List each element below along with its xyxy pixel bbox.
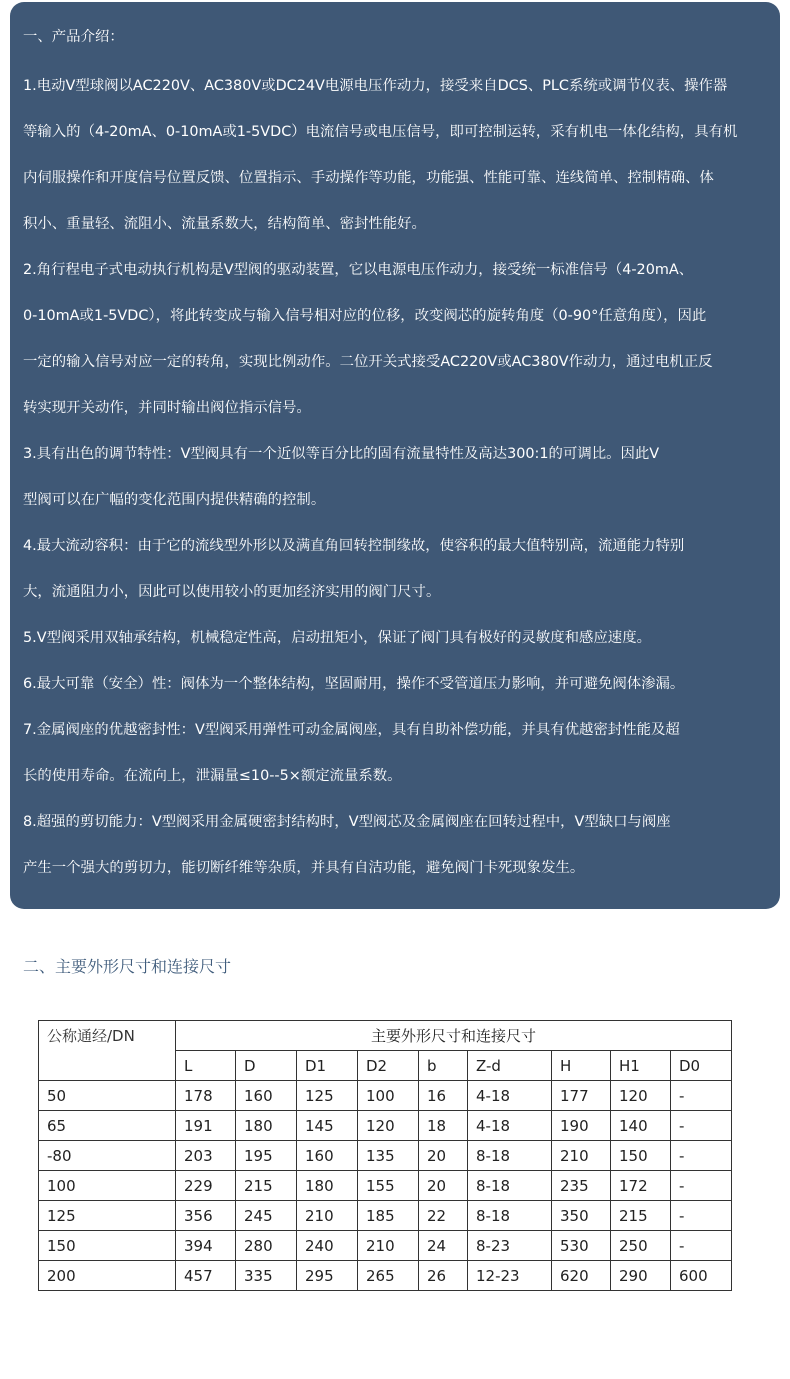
table-cell: 50 — [39, 1081, 176, 1111]
intro-line-12: 大，流通阻力小，因此可以使用较小的更加经济实用的阀门尺寸。 — [23, 584, 441, 600]
table-cell: 210 — [552, 1141, 611, 1171]
group-header-cell: 主要外形尺寸和连接尺寸 — [176, 1021, 732, 1051]
table-cell: 335 — [236, 1261, 297, 1291]
table-row — [39, 1201, 732, 1231]
table-cell: - — [671, 1081, 732, 1111]
table-cell: 280 — [236, 1231, 297, 1261]
table-cell: 180 — [236, 1111, 297, 1141]
table-row — [39, 1171, 732, 1201]
intro-line-18: 产生一个强大的剪切力，能切断纤维等杂质，并具有自洁功能，避免阀门卡死现象发生。 — [23, 860, 585, 876]
column-header: D0 — [671, 1051, 732, 1081]
table-cell: 8-18 — [468, 1201, 552, 1231]
table-cell: -80 — [39, 1141, 176, 1171]
table-cell: 140 — [611, 1111, 671, 1141]
table-cell: 160 — [236, 1081, 297, 1111]
dn-header-cell: 公称通经/DN — [39, 1021, 176, 1081]
intro-line-2: 等输入的（4-20mA、0-10mA或1-5VDC）电流信号或电压信号，即可控制运转，采有机电一体化结构，具有机 — [23, 124, 738, 140]
table-header-row-1 — [39, 1021, 732, 1051]
table-cell: 245 — [236, 1201, 297, 1231]
table-cell: 22 — [419, 1201, 468, 1231]
table-cell: 8-18 — [468, 1171, 552, 1201]
table-cell: 191 — [176, 1111, 236, 1141]
table-cell: - — [671, 1171, 732, 1201]
intro-line-3: 内伺服操作和开度信号位置反馈、位置指示、手动操作等功能，功能强、性能可靠、连线简单、控制精确、体 — [23, 170, 714, 186]
table-cell: 215 — [236, 1171, 297, 1201]
intro-line-6: 0-10mA或1-5VDC），将此转变成与输入信号相对应的位移，改变阀芯的旋转角度（0-90°任意角度），因此 — [23, 308, 707, 324]
intro-line-9: 3.具有出色的调节特性：V型阀具有一个近似等百分比的固有流量特性及高达300:1的可调比。因此V — [23, 446, 660, 462]
intro-line-15: 7.金属阀座的优越密封性：V型阀采用弹性可动金属阀座，具有自助补偿功能，并具有优越密封性能及超 — [23, 722, 680, 738]
intro-line-7: 一定的输入信号对应一定的转角，实现比例动作。二位开关式接受AC220V或AC380V作动力，通过电机正反 — [23, 354, 713, 370]
table-cell: 20 — [419, 1141, 468, 1171]
table-cell: 250 — [611, 1231, 671, 1261]
table-cell: 210 — [297, 1201, 358, 1231]
table-cell: 135 — [358, 1141, 419, 1171]
table-cell: 100 — [39, 1171, 176, 1201]
table-row — [39, 1081, 732, 1111]
table-cell: 290 — [611, 1261, 671, 1291]
table-cell: 172 — [611, 1171, 671, 1201]
intro-line-10: 型阀可以在广幅的变化范围内提供精确的控制。 — [23, 492, 326, 508]
table-cell: 200 — [39, 1261, 176, 1291]
column-header: D — [236, 1051, 297, 1081]
table-cell: 4-18 — [468, 1111, 552, 1141]
table-row — [39, 1141, 732, 1171]
intro-line-4: 积小、重量轻、流阻小、流量系数大，结构简单、密封性能好。 — [23, 216, 426, 232]
table-row — [39, 1231, 732, 1261]
column-header: L — [176, 1051, 236, 1081]
table-cell: 600 — [671, 1261, 732, 1291]
table-cell: 177 — [552, 1081, 611, 1111]
table-cell: 295 — [297, 1261, 358, 1291]
table-row — [39, 1261, 732, 1291]
column-header: b — [419, 1051, 468, 1081]
table-cell: 18 — [419, 1111, 468, 1141]
table-cell: 4-18 — [468, 1081, 552, 1111]
table-cell: 16 — [419, 1081, 468, 1111]
table-cell: 195 — [236, 1141, 297, 1171]
table-cell: 24 — [419, 1231, 468, 1261]
intro-title: 一、产品介绍： — [23, 29, 124, 45]
intro-line-8: 转实现开关动作，并同时输出阀位指示信号。 — [23, 400, 311, 416]
intro-line-14: 6.最大可靠（安全）性：阀体为一个整体结构，坚固耐用，操作不受管道压力影响，并可避免阀体渗漏。 — [23, 676, 685, 692]
table-cell: 65 — [39, 1111, 176, 1141]
table-cell: 100 — [358, 1081, 419, 1111]
table-cell: 210 — [358, 1231, 419, 1261]
table-cell: 8-18 — [468, 1141, 552, 1171]
table-cell: 8-23 — [468, 1231, 552, 1261]
table-cell: 180 — [297, 1171, 358, 1201]
table-cell: 265 — [358, 1261, 419, 1291]
dimensions-table — [38, 1020, 732, 1291]
table-cell: 125 — [39, 1201, 176, 1231]
table-cell: 125 — [297, 1081, 358, 1111]
table-cell: 26 — [419, 1261, 468, 1291]
table-cell: - — [671, 1111, 732, 1141]
column-header: Z-d — [468, 1051, 552, 1081]
column-header: D2 — [358, 1051, 419, 1081]
table-cell: 620 — [552, 1261, 611, 1291]
table-cell: 240 — [297, 1231, 358, 1261]
intro-line-11: 4.最大流动容积：由于它的流线型外形以及满直角回转控制缘故，使容积的最大值特别高，流通能力特别 — [23, 538, 685, 554]
table-cell: - — [671, 1141, 732, 1171]
table-cell: 530 — [552, 1231, 611, 1261]
table-cell: 457 — [176, 1261, 236, 1291]
column-header: H1 — [611, 1051, 671, 1081]
column-header: H — [552, 1051, 611, 1081]
intro-line-13: 5.V型阀采用双轴承结构，机械稳定性高，启动扭矩小，保证了阀门具有极好的灵敏度和感应速度。 — [23, 630, 651, 646]
table-cell: 394 — [176, 1231, 236, 1261]
table-cell: 185 — [358, 1201, 419, 1231]
table-cell: 120 — [358, 1111, 419, 1141]
table-cell: - — [671, 1201, 732, 1231]
table-cell: 120 — [611, 1081, 671, 1111]
table-cell: 203 — [176, 1141, 236, 1171]
table-cell: 20 — [419, 1171, 468, 1201]
intro-line-17: 8.超强的剪切能力：V型阀采用金属硬密封结构时，V型阀芯及金属阀座在回转过程中，V型缺口与阀座 — [23, 814, 671, 830]
table-cell: 178 — [176, 1081, 236, 1111]
table-row — [39, 1111, 732, 1141]
intro-line-16: 长的使用寿命。在流向上，泄漏量≤10--5×额定流量系数。 — [23, 768, 402, 784]
table-cell: 145 — [297, 1111, 358, 1141]
table-cell: 215 — [611, 1201, 671, 1231]
table-cell: - — [671, 1231, 732, 1261]
table-cell: 350 — [552, 1201, 611, 1231]
intro-line-1: 1.电动V型球阀以AC220V、AC380V或DC24V电源电压作动力，接受来自DCS、PLC系统或调节仪表、操作器 — [23, 78, 728, 94]
column-header: D1 — [297, 1051, 358, 1081]
table-cell: 229 — [176, 1171, 236, 1201]
table-cell: 155 — [358, 1171, 419, 1201]
table-cell: 12-23 — [468, 1261, 552, 1291]
table-cell: 150 — [611, 1141, 671, 1171]
table-cell: 160 — [297, 1141, 358, 1171]
table-cell: 235 — [552, 1171, 611, 1201]
intro-line-5: 2.角行程电子式电动执行机构是V型阀的驱动装置，它以电源电压作动力，接受统一标准信号（4-20mA、 — [23, 262, 694, 278]
dimensions-section-title: 二、主要外形尺寸和连接尺寸 — [23, 957, 232, 976]
table-cell: 190 — [552, 1111, 611, 1141]
table-cell: 356 — [176, 1201, 236, 1231]
product-intro-panel — [10, 2, 780, 909]
table-cell: 150 — [39, 1231, 176, 1261]
